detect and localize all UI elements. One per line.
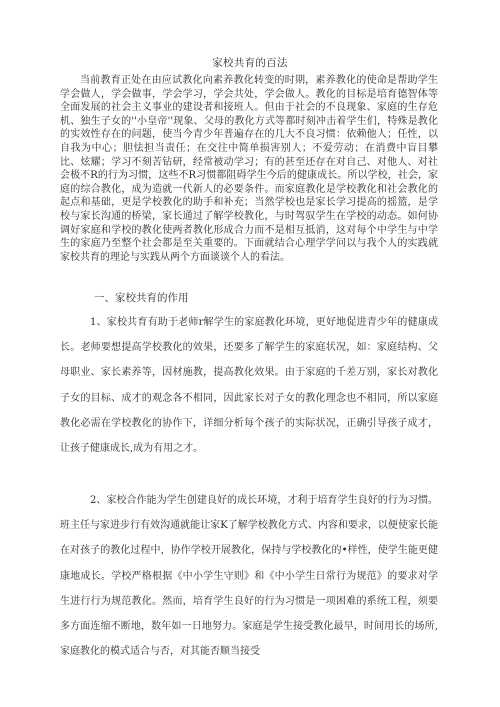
body-paragraph-1: 1、家校共育有助于老师r解学生的家庭教化环境，更好地促进青少年的健康成长。老师要想提高学校教化的效果，还要多了解学生的家庭状况，如：家庭结构、父母职业、家长素养等，因材施教，提高教化效果。由于家庭的千差万别，家长对教化子女的目标、成才的观念各不相同，因此家长对子女的教化理念也不相同，所以家庭教化必需在学校教化的协作下，详细分析每个孩子的实际状况，正确引导孩子成才，让孩子健康成长,成为有用之才。 [60, 317, 438, 455]
section-heading: 一、家校共育的作用 [94, 292, 189, 304]
intro-paragraph: 当前教育正处在由应试教化向素养教化转变的时期，素养教化的使命是帮助学生学会做人，学会做事，学会学习，学会共处，学会做人。教化的目标是培育德智体等全面发展的社会主义事业的建设者和接班人。但由于社会的不良现象、家庭的生存危机、独生子女的''小皇帝''现象、父母的教化方式等都时刻冲击着学生们，特殊是教化的实效性存在的问题，使当今青少年普遍存在的几大不良习惯：依赖他人；任性，以自我为中心；胆怯担当责任；在交往中简单损害别人；不爱劳动；在消费中盲目攀比、炫耀；学习不刻苦钻研，经常被动学习；有的甚至还存在对自己、对他人、对社会极不R的行为习惯，这些不R习惯都阻碍学生今后的健康成长。所以学校，社会，家庭的综合教化，成为造就一代新人的必要条件。而家庭教化是学校教化和社会教化的起点和基础，更是学校教化的助手和补充；当然学校也是家长学习提高的摇篮，是学校与家长沟通的桥梁，家长通过了解学校教化，与时驾驭学生在学校的动态。如何协调好家庭和学校的教化使两者教化形成合力而不是相互抵消，这对每个中学生与中学生的家庭乃至整个社会都是至关重要的。下面就结合心理学学问以与我个人的实践就家校共育的理论与实践从两个方面谈谈个人的看法。 [60, 75, 438, 263]
document-title: 家校共育的百法 [212, 57, 288, 69]
body-paragraph-2: 2、家校合作能为学生创建良好的成长环境，才利于培育学生良好的行为习惯。班主任与家进步行有效沟通就能让家K了解学校教化方式、内容和要求，以便使家长能在对孩子的教化过程中，协作学校开展教化，保持与学校教化的•样性，使学生能更健康地成长。学校严格根据《中小学生守则》和《中小学生日常行为规范》的要求对学生进行行为规范教化。然而，培育学生良好的行为习惯是一项困难的系统工程，须要多方面连缩不断地，数年如一日地努力。家庭是学生接受教化最早，时间用长的场所,家庭教化的模式适合与否，对其能否顺当接受 [60, 495, 438, 658]
